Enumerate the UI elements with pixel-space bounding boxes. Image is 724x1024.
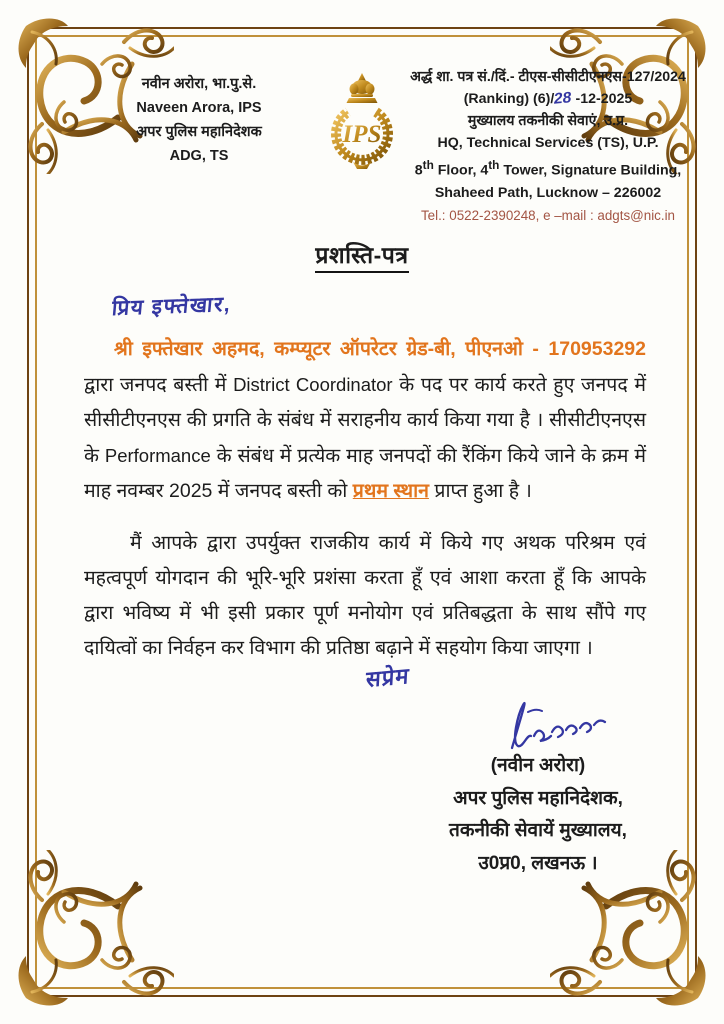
ips-crest-icon: [322, 72, 402, 170]
handwritten-salutation: प्रिय इफ्तेखार,: [110, 292, 233, 321]
officer-name-hindi: नवीन अरोरा, भा.पु.से.: [141, 76, 257, 92]
body-paragraph-1: श्री इफ्तेखार अहमद, कम्प्यूटर ऑपरेटर ग्रेड-बी, पीएनओ - 170953292 द्वारा जनपद बस्ती में District Coordinator के पद पर कार्य करते हुए जनपद में सीसीटीएनएस की प्रगति के संबंध में सराहनीय कार्य किया गया है । सीसीटीएनएस के Performance के संबंध में प्रत्येक माह जनपदों की रैंकिंग किये जाने के क्रम में माह नवम्बर 2025 में जनपद बस्ती को प्रथम स्थान प्राप्त हुआ है ।: [84, 338, 646, 502]
signatory-name: (नवीन अरोरा): [490, 755, 586, 776]
handwritten-signature-icon: [492, 692, 622, 756]
body-paragraph-2: मैं आपके द्वारा उपर्युक्त राजकीय कार्य में किये गए अथक परिश्रम एवं महत्वपूर्ण योगदान की भूरि-भूरि प्रशंसा करता हूँ एवं आशा करता हूँ कि आपके द्वारा भविष्य में भी इसी प्रकार पूर्ण मनोयोग एवं प्रतिबद्धता के साथ सौंपे गए दायित्वों का निर्वहन कर विभाग की प्रतिष्ठा बढ़ाने में सहयोग किया जाएगा ।: [84, 532, 646, 659]
signatory-office: तकनीकी सेवायें मुख्यालय,: [449, 820, 627, 841]
reference-number: अर्द्ध शा. पत्र सं./दिं.- टीएस-सीसीटीएनएस-127/2024: [410, 69, 686, 85]
hq-name-hindi: मुख्यालय तकनीकी सेवाएं, उ.प्र.: [467, 113, 629, 129]
recipient-name-highlight: श्री इफ्तेखार अहमद, कम्प्यूटर ऑपरेटर ग्रेड-बी, पीएनओ - 170953292: [114, 338, 646, 360]
officer-rank-hindi: अपर पुलिस महानिदेशक: [136, 124, 262, 140]
ashoka-capital-icon: [347, 73, 378, 103]
hq-name-english: HQ, Technical Services (TS), U.P.: [437, 135, 659, 151]
signatory-designation: अपर पुलिस महानिदेशक,: [453, 787, 623, 809]
handwritten-date-day: 28: [553, 89, 573, 108]
first-place-highlight: प्रथम स्थान: [352, 480, 429, 502]
signatory-location: उ0प्र0, लखनऊ ।: [478, 852, 598, 874]
role-latin-text: District Coordinator: [233, 374, 393, 395]
ranking-date-line: [392, 88, 704, 110]
officer-name-english: Naveen Arora, IPS: [136, 100, 262, 116]
handwritten-closing: सप्रेम: [365, 663, 411, 693]
date-suffix: -12-2025: [571, 91, 633, 107]
letterhead-office-block: [392, 66, 704, 227]
signature-block: [402, 750, 674, 880]
address-city-line: Shaheed Path, Lucknow – 226002: [434, 184, 662, 201]
address-floor-line: 8th Floor, 4th Tower, Signature Building,: [414, 158, 682, 179]
officer-rank-abbrev: ADG, TS: [169, 148, 229, 164]
letter-title: प्रशस्ति-पत्र: [0, 238, 724, 270]
emblem-letters: IPS: [342, 121, 382, 148]
performance-latin-text: Performance: [104, 445, 211, 466]
letterhead-officer-block: [104, 72, 294, 168]
ranking-prefix: (Ranking) (6)/: [463, 91, 555, 107]
corner-ornament-bottom-left-icon: [6, 850, 174, 1018]
contact-line: Tel.: 0522-2390248, e –mail : adgts@nic.in: [420, 207, 676, 223]
